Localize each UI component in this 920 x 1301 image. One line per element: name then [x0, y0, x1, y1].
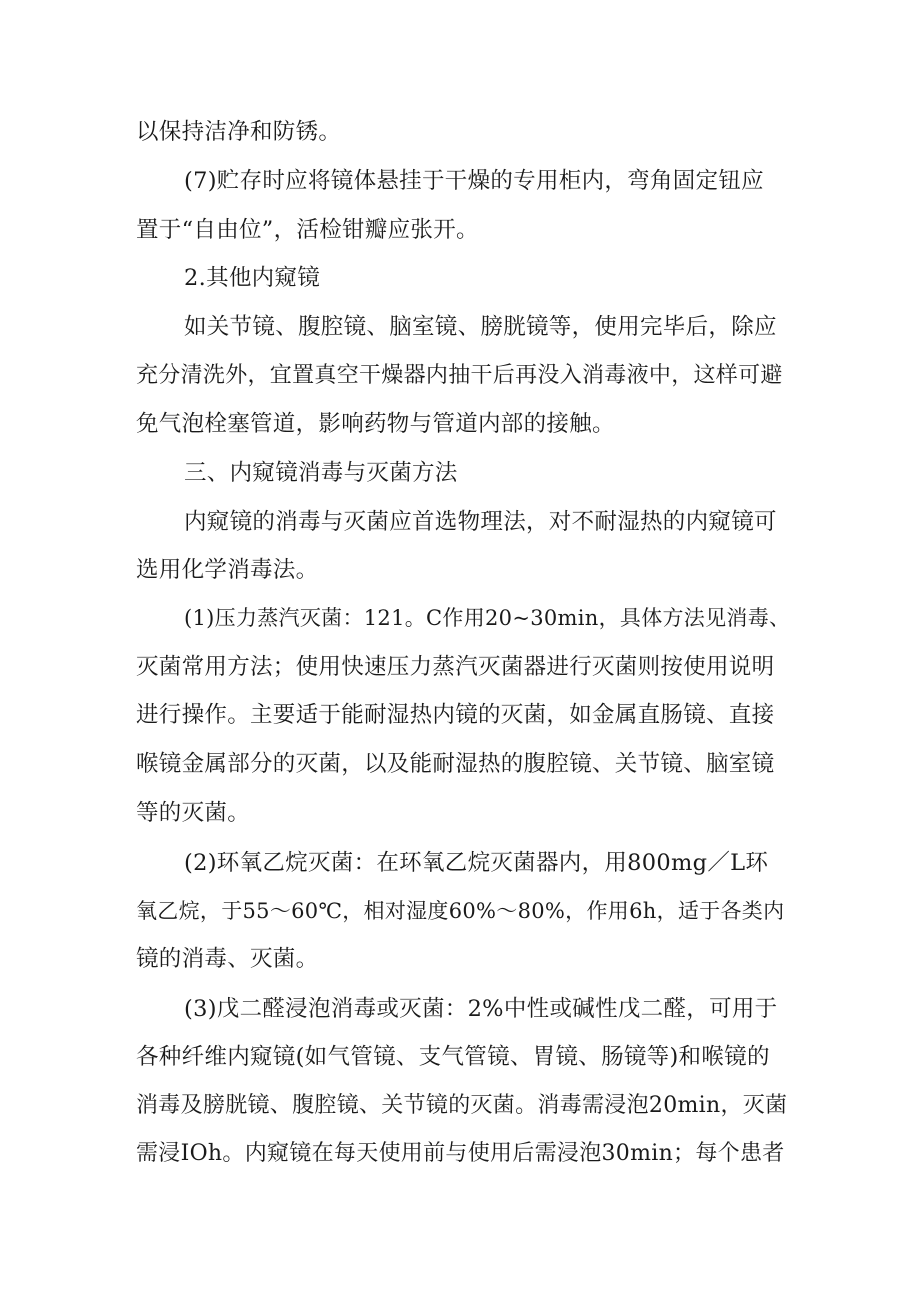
text-line: 需浸IOh。内窥镜在每天使用前与使用后需浸泡30min；每个患者 — [136, 1141, 785, 1166]
text-line: 消毒及膀胱镜、腹腔镜、关节镜的灭菌。消毒需浸泡20min，灭菌 — [136, 1093, 788, 1118]
text-line: 喉镜金属部分的灭菌，以及能耐湿热的腹腔镜、关节镜、脑室镜 — [136, 751, 775, 777]
text-line: (2)环氧乙烷灭菌：在环氧乙烷灭菌器内，用800mg／L环 — [184, 850, 769, 876]
text-line: (7)贮存时应将镜体悬挂于干燥的专用柜内，弯角固定钮应 — [184, 168, 764, 194]
text-line: 镜的消毒、灭菌。 — [136, 946, 319, 972]
text-line: 如关节镜、腹腔镜、脑室镜、膀胱镜等，使用完毕后，除应 — [184, 314, 777, 340]
text-line: 灭菌常用方法；使用快速压力蒸汽灭菌器进行灭菌则按使用说明 — [136, 654, 775, 680]
text-line: 免气泡栓塞管道，影响药物与管道内部的接触。 — [136, 411, 615, 437]
text-line: 充分清洗外，宜置真空干燥器内抽干后再没入消毒液中，这样可避 — [136, 363, 783, 388]
text-line: 各种纤维内窥镜(如气管镜、支气管镜、胃镜、肠镜等)和喉镜的 — [136, 1044, 770, 1070]
text-line: 等的灭菌。 — [136, 800, 251, 826]
text-line: 进行操作。主要适于能耐湿热内镜的灭菌，如金属直肠镜、直接 — [136, 702, 775, 728]
text-line: 以保持洁净和防锈。 — [136, 119, 342, 145]
text-line: 氧乙烷，于55～60℃，相对湿度60%～80%，作用6h，适于各类内 — [136, 899, 785, 923]
text-line: 置于“自由位”，活检钳瓣应张开。 — [136, 217, 479, 243]
section-heading: 2.其他内窥镜 — [184, 265, 321, 291]
text-line: (3)戊二醛浸泡消毒或灭菌：2%中性或碱性戊二醛，可用于 — [184, 996, 778, 1022]
text-line: (1)压力蒸汽灭菌：121。C作用20~30min，具体方法见消毒、 — [184, 606, 791, 630]
text-line: 选用化学消毒法。 — [136, 557, 319, 583]
text-line: 内窥镜的消毒与灭菌应首选物理法，对不耐湿热的内窥镜可 — [184, 509, 777, 535]
section-heading: 三、内窥镜消毒与灭菌方法 — [184, 460, 458, 486]
